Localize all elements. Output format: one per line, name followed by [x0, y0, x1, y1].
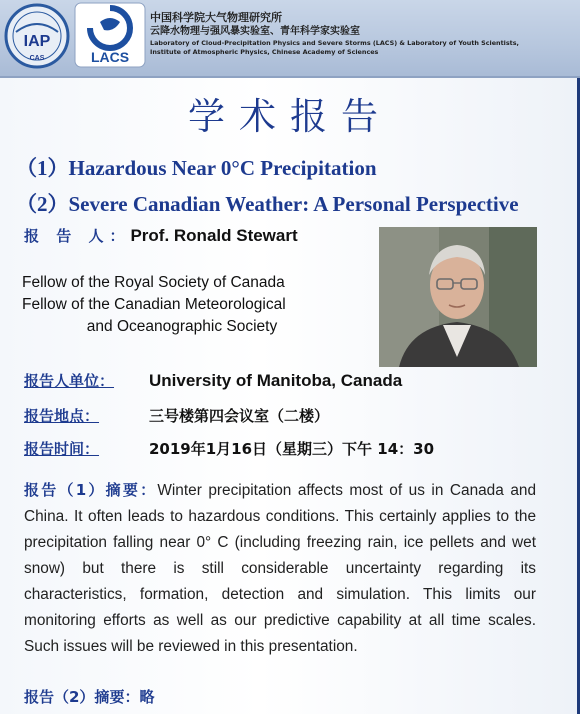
lab-name-en: Laboratory of Cloud-Precipitation Physics and Severe Storms (LACS) & Laboratory of Youth Scientists, — [150, 39, 519, 47]
affiliation-row — [24, 370, 402, 391]
lab-name-cn: 云降水物理与强风暴实验室、青年科学家实验室 — [150, 26, 360, 37]
iap-logo — [4, 2, 70, 70]
abstract-2-text: 略 — [139, 688, 155, 706]
org-name-cn: 中国科学院大气物理研究所 — [150, 11, 282, 24]
topic-2: （2）Severe Canadian Weather: A Personal Perspective — [16, 192, 519, 216]
affiliation-value: University of Manitoba, Canada — [149, 371, 403, 390]
time-value: 2019年1月16日（星期三）下午 14：30 — [149, 440, 435, 458]
institute-name-en: Institute of Atmospheric Physics, Chinese Academy of Sciences — [150, 48, 379, 56]
location-label: 报告地点： — [24, 407, 100, 425]
iap-logo-text: IAP — [23, 33, 51, 50]
affiliation-label: 报告人单位： — [24, 372, 115, 390]
speaker-photo — [379, 227, 537, 367]
time-label: 报告时间： — [24, 440, 100, 458]
fellowship-2: Fellow of the Canadian Meteorological — [22, 296, 286, 313]
lacs-logo-text: LACS — [90, 49, 130, 65]
abstract-1-label: 报告（1）摘要： — [24, 481, 158, 499]
abstract-2-label: 报告（2）摘要： — [24, 688, 140, 706]
speaker-portrait-image — [379, 227, 537, 367]
speaker-name: Prof. Ronald Stewart — [130, 226, 298, 245]
header-org-text — [150, 10, 570, 57]
speaker-row — [24, 225, 298, 246]
time-row — [24, 438, 434, 459]
location-value: 三号楼第四会议室（二楼） — [149, 407, 330, 425]
iap-logo-subtext: CAS — [29, 55, 45, 62]
abstract-1-text: Winter precipitation affects most of us in Canada and China. It often leads to hazardous conditions. This certainly applies to the precipitation falling near 0° C (including freezing rain, ice pellets and wet snow) but there is still considerable uncertainty regarding its characteristics, formation, detection and simulation. This limits our monitoring efforts as well as our predictive capability at all time scales. Such issues will be reviewed in this presentation. — [24, 482, 536, 655]
fellowship-1: Fellow of the Royal Society of Canada — [22, 274, 285, 291]
abstract-2 — [24, 686, 154, 707]
speaker-fellowships — [22, 272, 362, 338]
abstract-1 — [24, 477, 536, 660]
speaker-label: 报 告 人： — [24, 227, 131, 245]
lacs-logo — [74, 2, 146, 68]
header-banner — [0, 0, 580, 78]
topic-1: （1）Hazardous Near 0°C Precipitation — [16, 156, 377, 180]
location-row — [24, 405, 329, 426]
page-title: 学术报告 — [188, 95, 392, 138]
fellowship-3: and Oceanographic Society — [86, 318, 278, 335]
